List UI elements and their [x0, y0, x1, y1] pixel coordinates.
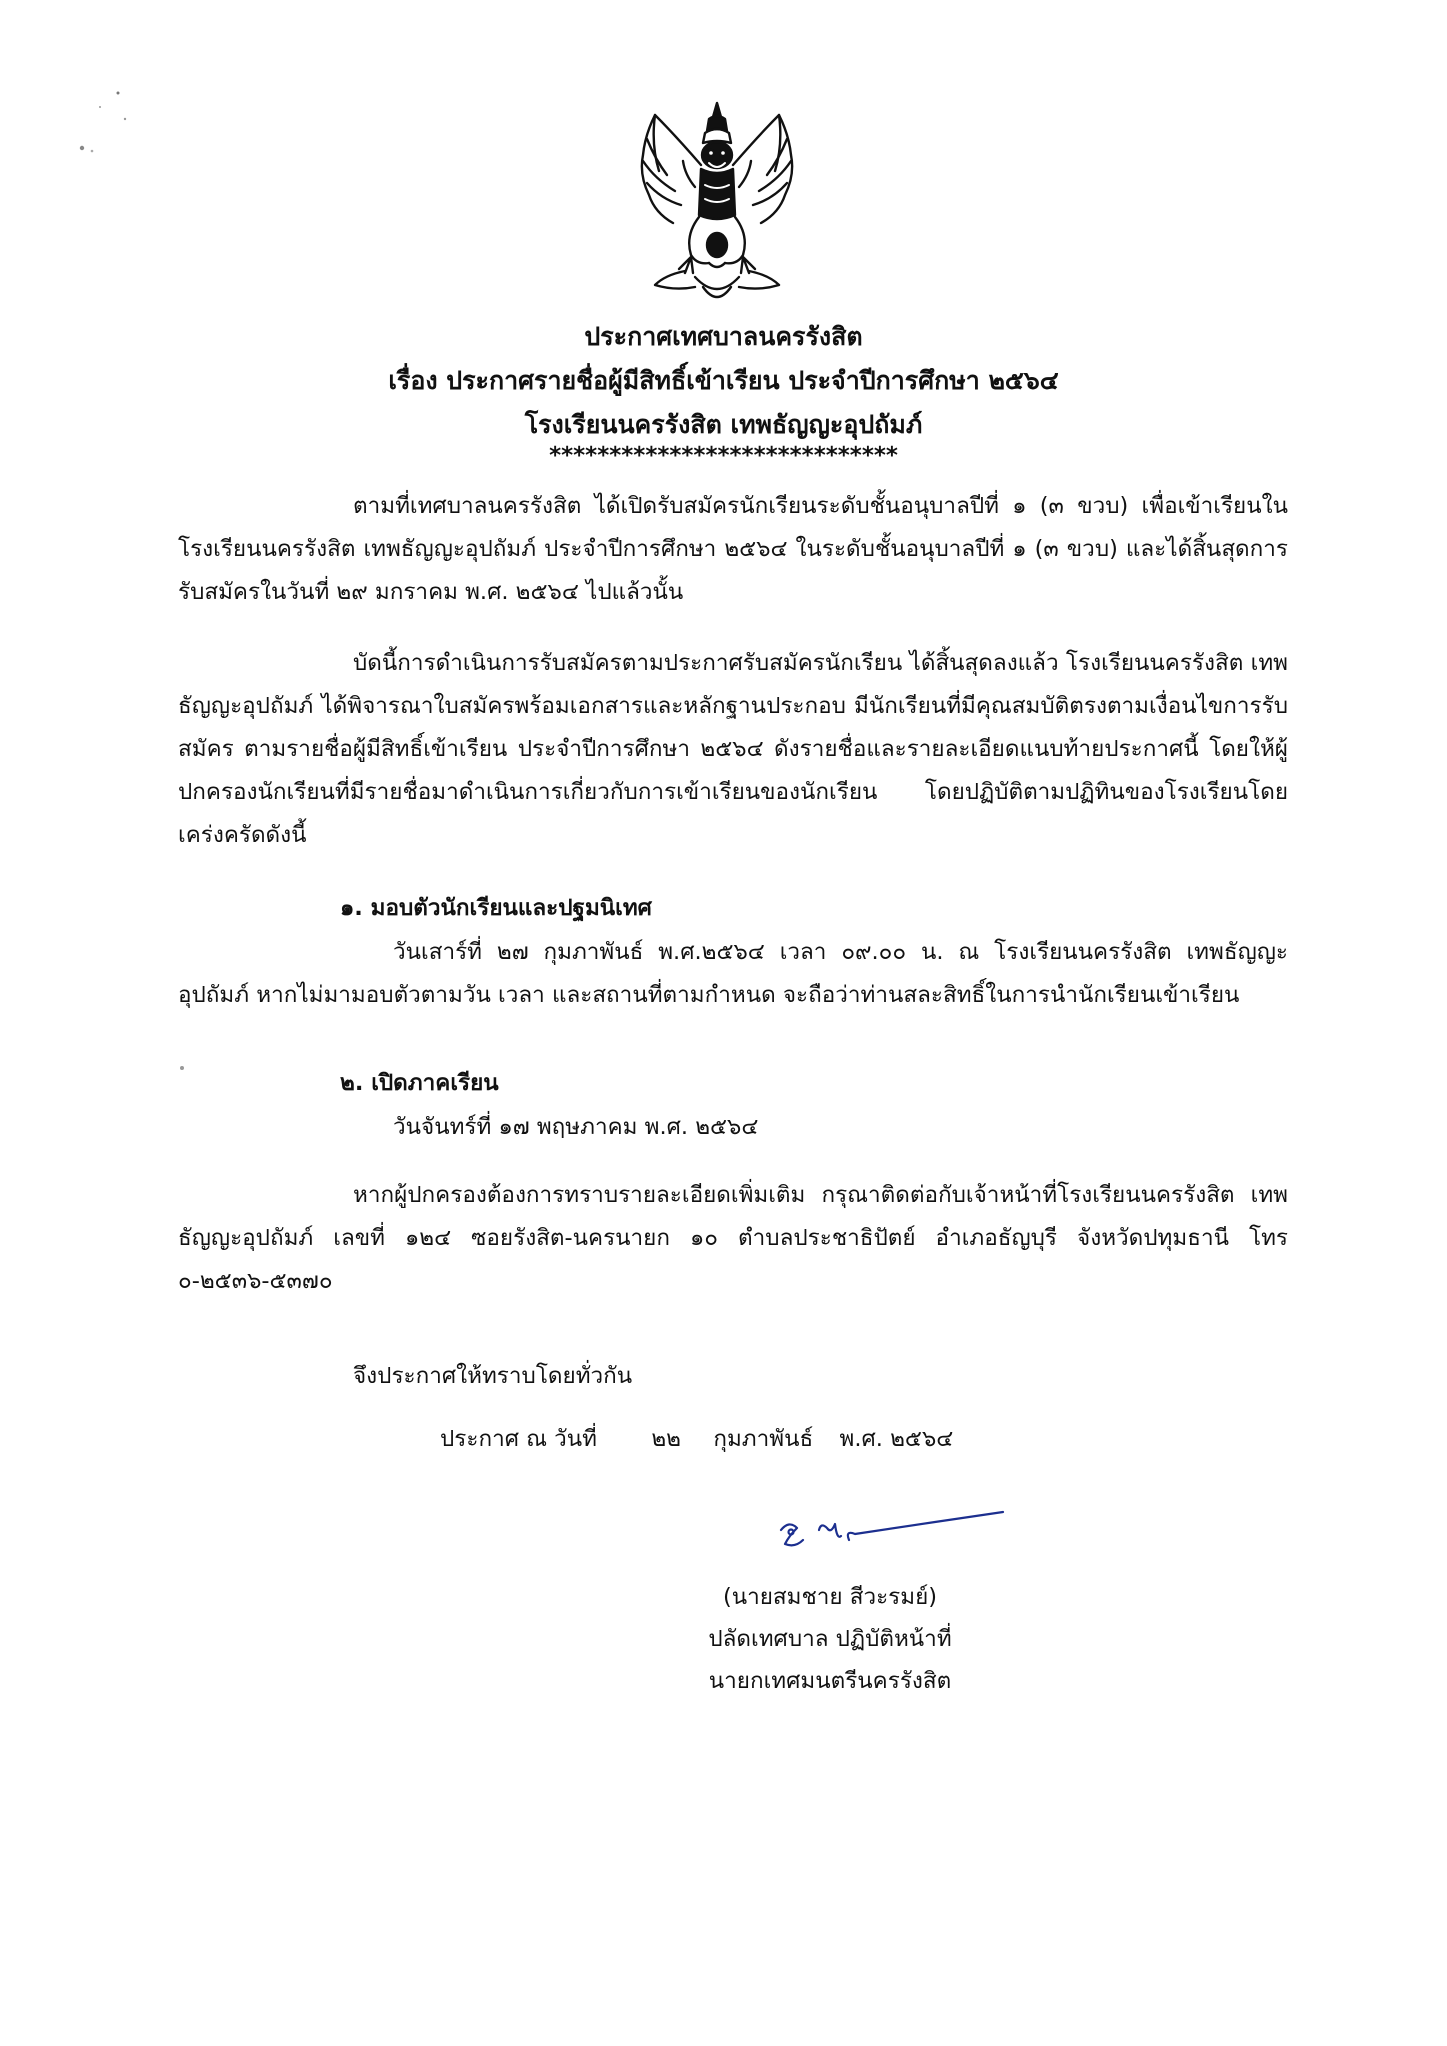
- section-1-title: ๑. มอบตัวนักเรียนและปฐมนิเทศ: [340, 895, 652, 921]
- paragraph-intro-text: ตามที่เทศบาลนครรังสิต ได้เปิดรับสมัครนักเรียนระดับชั้นอนุบาลปีที่ ๑ (๓ ขวบ) เพื่อเข้าเรียนในโรงเรียนนครรังสิต เทพธัญญะอุปถัมภ์ ประจำปีการศึกษา ๒๕๖๔ ในระดับชั้นอนุบาลปีที่ ๑ (๓ ขวบ) และได้สิ้นสุดการรับสมัครในวันที่ ๒๙ มกราคม พ.ศ. ๒๕๖๔ ไปแล้วนั้น: [178, 493, 1288, 605]
- paragraph-result: [178, 642, 1288, 857]
- signatory-name: (นายสมชาย สีวะรมย์): [722, 1584, 938, 1610]
- section-2-title: ๒. เปิดภาคเรียน: [340, 1070, 499, 1096]
- section-1-body: [178, 931, 1288, 1017]
- paragraph-contact: [178, 1174, 1288, 1303]
- header-school: โรงเรียนนครรังสิต เทพธัญญะอุปถัมภ์: [524, 410, 923, 439]
- header-issuer: ประกาศเทศบาลนครรังสิต: [584, 322, 863, 351]
- date-day: ๒๒: [651, 1426, 682, 1452]
- header-separator: *****************************: [549, 443, 898, 469]
- paragraph-intro: [178, 485, 1288, 614]
- date-year: พ.ศ. ๒๕๖๔: [839, 1426, 954, 1452]
- paragraph-contact-text: หากผู้ปกครองต้องการทราบรายละเอียดเพิ่มเติม กรุณาติดต่อกับเจ้าหน้าที่โรงเรียนนครรังสิต เทพธัญญะอุปถัมภ์ เลขที่ ๑๒๔ ซอยรังสิต-นครนายก ๑๐ ตำบลประชาธิปัตย์ อำเภอธัญบุรี จังหวัดปทุมธานี โทร ๐-๒๕๓๖-๕๓๗๐: [178, 1182, 1288, 1294]
- closing-statement: จึงประกาศให้ทราบโดยทั่วกัน: [353, 1363, 633, 1389]
- signatory-title: นายกเทศมนตรีนครรังสิต: [708, 1668, 952, 1694]
- header-subject: เรื่อง ประกาศรายชื่อผู้มีสิทธิ์เข้าเรียน ประจำปีการศึกษา ๒๕๖๔: [388, 366, 1059, 395]
- date-month: กุมภาพันธ์: [713, 1426, 814, 1452]
- scan-specks: [70, 85, 160, 165]
- section-2-body: วันจันทร์ที่ ๑๗ พฤษภาคม พ.ศ. ๒๕๖๔: [393, 1114, 759, 1140]
- date-prefix: ประกาศ ณ วันที่: [440, 1426, 598, 1452]
- handwritten-signature: [775, 1500, 1005, 1560]
- announcement-date: [440, 1420, 953, 1456]
- scan-speck: [180, 1066, 184, 1070]
- section-1-body-text: วันเสาร์ที่ ๒๗ กุมภาพันธ์ พ.ศ.๒๕๖๔ เวลา ๐๙.๐๐ น. ณ โรงเรียนนครรังสิต เทพธัญญะอุปถัมภ์ หากไม่มามอบตัวตามวัน เวลา และสถานที่ตามกำหนด จะถือว่าท่านสละสิทธิ์ในการนำนักเรียนเข้าเรียน: [178, 939, 1288, 1008]
- paragraph-result-text: บัดนี้การดำเนินการรับสมัครตามประกาศรับสมัครนักเรียน ได้สิ้นสุดลงแล้ว โรงเรียนนครรังสิต เทพธัญญะอุปถัมภ์ ได้พิจารณาใบสมัครพร้อมเอกสารและหลักฐานประกอบ มีนักเรียนที่มีคุณสมบัติตรงตามเงื่อนไขการรับสมัคร ตามรายชื่อผู้มีสิทธิ์เข้าเรียน ประจำปีการศึกษา ๒๕๖๔ ดังรายชื่อและรายละเอียดแนบท้ายประกาศนี้ โดยให้ผู้ปกครองนักเรียนที่มีรายชื่อมาดำเนินการเกี่ยวกับการเข้าเรียนของนักเรียน โดยปฏิบัติตามปฏิทินของโรงเรียนโดยเคร่งครัดดังนี้: [178, 650, 1288, 848]
- garuda-emblem-icon: [625, 95, 810, 310]
- signatory-position: ปลัดเทศบาล ปฏิบัติหน้าที่: [708, 1626, 952, 1652]
